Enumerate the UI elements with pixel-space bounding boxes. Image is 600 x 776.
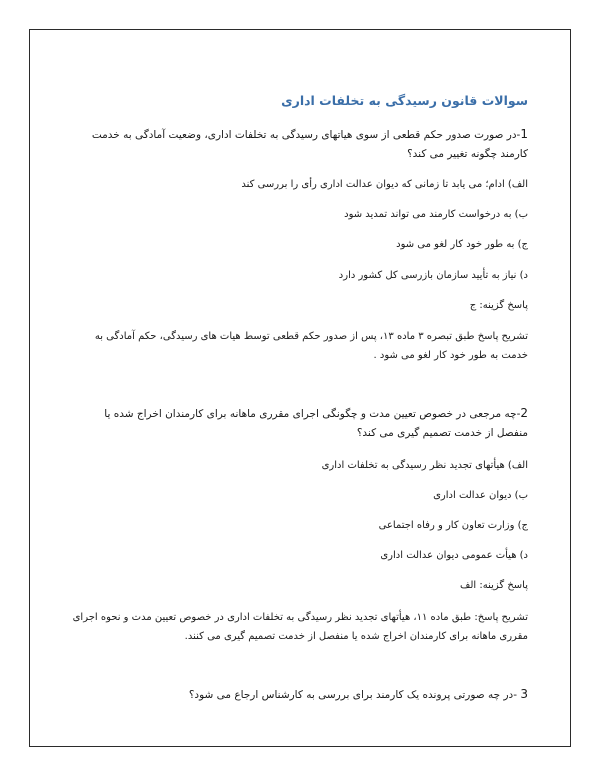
question-1-option-d: د) نیاز به تأیید سازمان بازرسی کل کشور دارد (338, 270, 528, 281)
question-2-number: 2 (520, 406, 528, 420)
question-2-answer: پاسخ گزینه: الف (459, 580, 528, 591)
question-2 (72, 404, 528, 443)
question-1-option-c: ج) به طور خود کار لغو می شود (396, 239, 528, 250)
question-2-text: -چه مرجعی در خصوص تعیین مدت و چگونگی اجرای مقرری ماهانه برای کارمندان اخراج شده یا منفصل از خدمت تصمیم گیری می کند؟ (104, 408, 528, 439)
question-2-explanation: تشریح پاسخ: طبق ماده ۱۱، هیأتهای تجدید نظر رسیدگی به تخلفات اداری در خصوص تعیین مدت و نحوه اجرای مقرری ماهانه برای کارمندان اخراج شده یا منفصل از خدمت تصمیم گیری می کنند. (72, 612, 528, 642)
question-1 (72, 125, 528, 164)
question-3-text: -در چه صورتی پرونده یک کارمند برای بررسی به کارشناس ارجاع می شود؟ (188, 689, 521, 701)
question-1-option-b: ب) به درخواست کارمند می تواند تمدید شود (344, 209, 528, 220)
question-1-answer: پاسخ گزینه: ج (469, 300, 528, 311)
question-2-option-d: د) هیأت عمومی دیوان عدالت اداری (380, 550, 528, 561)
question-1-option-a: الف) ادام؛ می یابد تا زمانی که دیوان عدالت اداری رأی را بررسی کند (241, 179, 528, 190)
question-2-option-b: ب) دیوان عدالت اداری (433, 490, 528, 501)
question-2-option-a: الف) هیأتهای تجدید نظر رسیدگی به تخلفات اداری (321, 460, 528, 471)
question-1-text: -در صورت صدور حکم قطعی از سوی هیاتهای رسیدگی به تخلفات اداری، وضعیت آمادگی به خدمت کارمند چگونه تغییر می کند؟ (91, 129, 528, 160)
question-1-explanation: تشریح پاسخ طبق تبصره ۳ ماده ۱۳، پس از صدور حکم قطعی توسط هیات های رسیدگی، حکم آمادگی به خدمت به طور خود کار لغو می شود . (94, 331, 528, 361)
question-1-number: 1 (520, 127, 528, 141)
question-3-number: 3 (520, 687, 528, 701)
question-2-option-c: ج) وزارت تعاون کار و رفاه اجتماعی (378, 520, 528, 531)
page-title: سوالات قانون رسیدگی به تخلفات اداری (281, 93, 528, 108)
question-3 (72, 685, 528, 705)
